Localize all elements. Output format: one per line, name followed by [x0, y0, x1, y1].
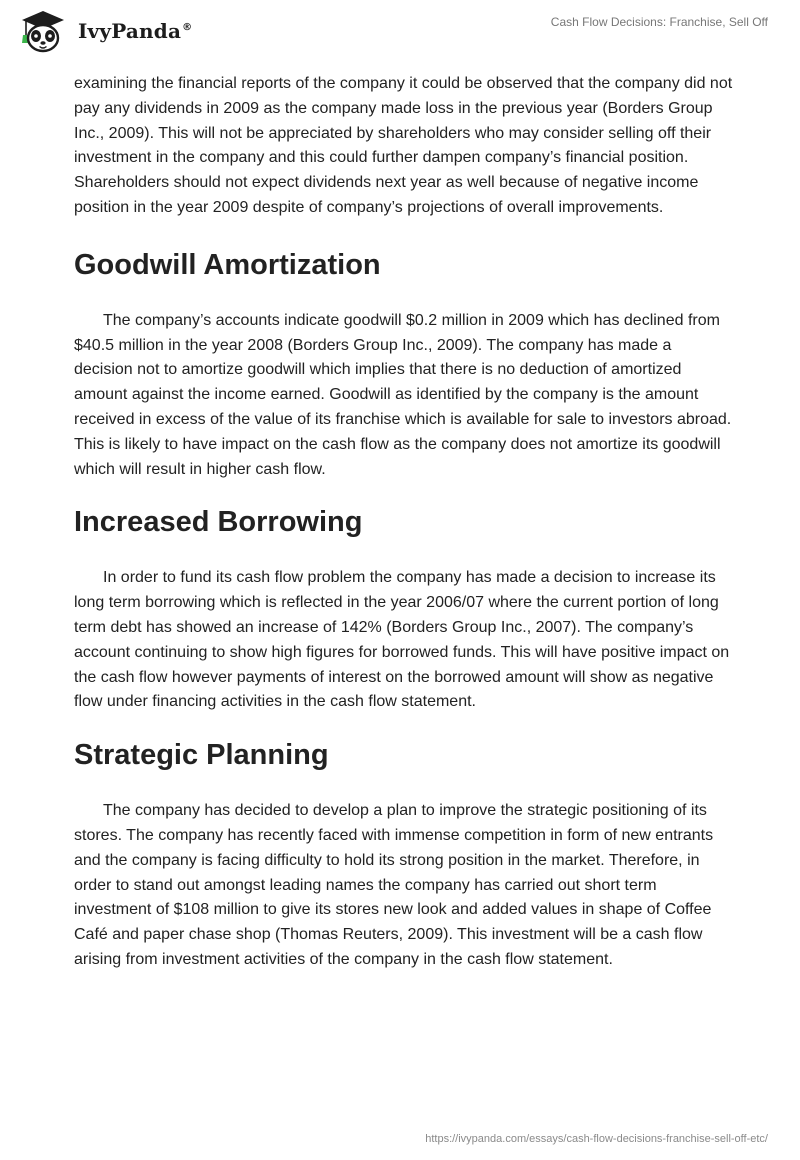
section-heading-strategic-planning: Strategic Planning — [74, 739, 329, 772]
panda-graduation-cap-icon — [14, 9, 72, 53]
section-paragraph-increased-borrowing: In order to fund its cash flow problem the company has made a decision to increase its long term borrowing which is reflected in the year 2006/07 where the current portion of long term debt has showed an increase of 142% (Borders Group Inc., 2007). The company’s account continuing to show high figures for borrowed funds. This will have positive impact on the cash flow however payments of interest on the borrowed amount will show as negative flow under financing activities in the cash flow statement. — [74, 569, 730, 711]
section-paragraph-goodwill-amortization: The company’s accounts indicate goodwill $0.2 million in 2009 which has declined from $40.5 million in the year 2008 (Borders Group Inc., 2009). The company has made a decision not to amortize goodwill which implies that there is no deduction of amortized amount against the income earned. Goodwill as identified by the company is the amount received in excess of the value of its franchise which is available for sale to investors abroad. This is likely to have impact on the cash flow as the company does not amortize its goodwill which will result in higher cash flow. — [74, 311, 732, 478]
essay-body — [74, 72, 734, 973]
section-heading-increased-borrowing: Increased Borrowing — [74, 506, 363, 539]
brand-name: IvyPanda® — [78, 19, 193, 43]
document-title: Cash Flow Decisions: Franchise, Sell Off — [550, 15, 768, 29]
section-heading-goodwill-amortization: Goodwill Amortization — [74, 248, 381, 281]
brand-logo[interactable] — [14, 9, 192, 53]
section-paragraph-strategic-planning: The company has decided to develop a plan to improve the strategic positioning of its stores. The company has recently faced with immense competition in form of new entrants and the company is facing difficulty to hold its strong position in the market. Therefore, in order to stand out amongst leading names the company has carried out short term investment of $108 million to give its stores new look and added values in shape of Coffee Café and paper chase shop (Thomas Reuters, 2009). This investment will be a cash flow arising from investment activities of the company in the cash flow statement. — [74, 802, 714, 968]
source-url-link[interactable]: https://ivypanda.com/essays/cash-flow-decisions-franchise-sell-off-etc/ — [425, 1133, 768, 1145]
intro-paragraph: examining the financial reports of the company it could be observed that the company did not pay any dividends in 2009 as the company made loss in the previous year (Borders Group Inc., 2009). This will not be appreciated by shareholders who may consider selling off their investment in the company and this could further dampen company’s financial position. Shareholders should not expect dividends next year as well because of negative income position in the year 2009 despite of company’s projections of overall improvements. — [74, 75, 733, 216]
page-header — [0, 0, 800, 70]
